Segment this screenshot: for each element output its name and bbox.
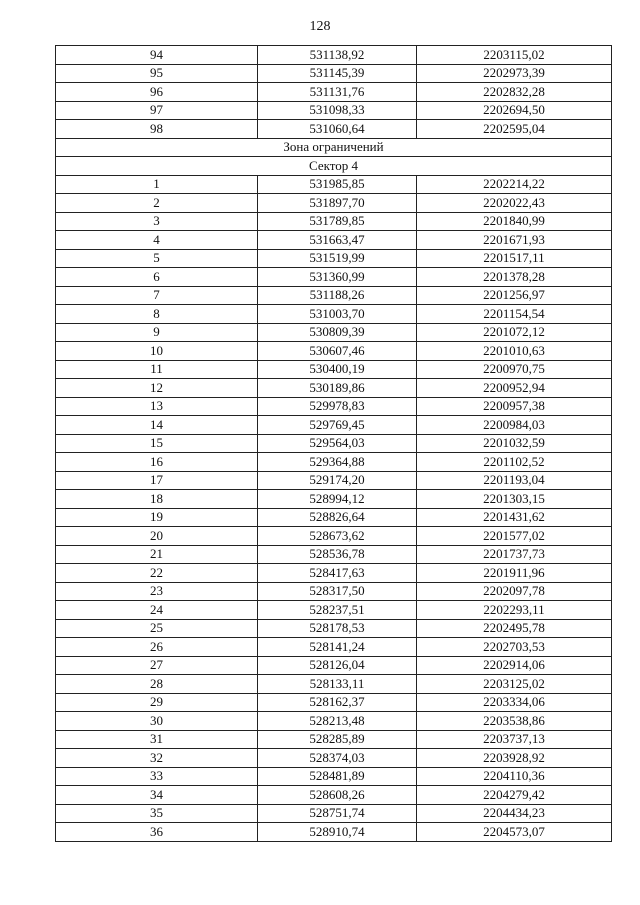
y-coordinate-cell: 2202495,78 — [417, 619, 612, 638]
x-coordinate-cell: 530400,19 — [258, 360, 417, 379]
table-row — [56, 212, 612, 231]
y-coordinate-cell: 2200984,03 — [417, 416, 612, 435]
x-coordinate-cell: 529769,45 — [258, 416, 417, 435]
y-coordinate-cell: 2203334,06 — [417, 693, 612, 712]
table-row — [56, 712, 612, 731]
y-coordinate-cell: 2201102,52 — [417, 453, 612, 472]
x-coordinate-cell: 528751,74 — [258, 804, 417, 823]
y-coordinate-cell: 2200970,75 — [417, 360, 612, 379]
table-row — [56, 823, 612, 842]
sector-title-row — [56, 157, 612, 176]
point-number-cell: 28 — [56, 675, 258, 694]
table-row — [56, 749, 612, 768]
table-row — [56, 360, 612, 379]
coordinates-table — [55, 45, 612, 842]
x-coordinate-cell: 528141,24 — [258, 638, 417, 657]
table-row — [56, 508, 612, 527]
y-coordinate-cell: 2202703,53 — [417, 638, 612, 657]
point-number-cell: 95 — [56, 64, 258, 83]
table-row — [56, 194, 612, 213]
x-coordinate-cell: 531519,99 — [258, 249, 417, 268]
table-row — [56, 120, 612, 139]
table-row — [56, 786, 612, 805]
table-row — [56, 490, 612, 509]
x-coordinate-cell: 529564,03 — [258, 434, 417, 453]
point-number-cell: 14 — [56, 416, 258, 435]
y-coordinate-cell: 2204110,36 — [417, 767, 612, 786]
table-row — [56, 638, 612, 657]
point-number-cell: 32 — [56, 749, 258, 768]
x-coordinate-cell: 528826,64 — [258, 508, 417, 527]
y-coordinate-cell: 2203115,02 — [417, 46, 612, 65]
point-number-cell: 16 — [56, 453, 258, 472]
x-coordinate-cell: 528285,89 — [258, 730, 417, 749]
y-coordinate-cell: 2201154,54 — [417, 305, 612, 324]
zone-title-row — [56, 138, 612, 157]
x-coordinate-cell: 529364,88 — [258, 453, 417, 472]
y-coordinate-cell: 2201193,04 — [417, 471, 612, 490]
point-number-cell: 13 — [56, 397, 258, 416]
y-coordinate-cell: 2201378,28 — [417, 268, 612, 287]
point-number-cell: 18 — [56, 490, 258, 509]
y-coordinate-cell: 2201032,59 — [417, 434, 612, 453]
y-coordinate-cell: 2203928,92 — [417, 749, 612, 768]
x-coordinate-cell: 528481,89 — [258, 767, 417, 786]
y-coordinate-cell: 2201256,97 — [417, 286, 612, 305]
table-row — [56, 564, 612, 583]
table-row — [56, 342, 612, 361]
page-number: 128 — [309, 19, 331, 34]
zone-title: Зона ограничений — [56, 138, 612, 157]
y-coordinate-cell: 2201671,93 — [417, 231, 612, 250]
y-coordinate-cell: 2201577,02 — [417, 527, 612, 546]
y-coordinate-cell: 2201517,11 — [417, 249, 612, 268]
table-row — [56, 527, 612, 546]
x-coordinate-cell: 530607,46 — [258, 342, 417, 361]
x-coordinate-cell: 531897,70 — [258, 194, 417, 213]
x-coordinate-cell: 528417,63 — [258, 564, 417, 583]
point-number-cell: 29 — [56, 693, 258, 712]
y-coordinate-cell: 2201840,99 — [417, 212, 612, 231]
point-number-cell: 27 — [56, 656, 258, 675]
y-coordinate-cell: 2202973,39 — [417, 64, 612, 83]
table-row — [56, 323, 612, 342]
x-coordinate-cell: 531985,85 — [258, 175, 417, 194]
x-coordinate-cell: 529174,20 — [258, 471, 417, 490]
x-coordinate-cell: 528178,53 — [258, 619, 417, 638]
y-coordinate-cell: 2201431,62 — [417, 508, 612, 527]
table-row — [56, 286, 612, 305]
y-coordinate-cell: 2204279,42 — [417, 786, 612, 805]
y-coordinate-cell: 2202214,22 — [417, 175, 612, 194]
y-coordinate-cell: 2202914,06 — [417, 656, 612, 675]
x-coordinate-cell: 531138,92 — [258, 46, 417, 65]
point-number-cell: 33 — [56, 767, 258, 786]
zone-section — [56, 138, 612, 175]
y-coordinate-cell: 2200952,94 — [417, 379, 612, 398]
x-coordinate-cell: 528133,11 — [258, 675, 417, 694]
point-number-cell: 19 — [56, 508, 258, 527]
table-row — [56, 101, 612, 120]
point-number-cell: 2 — [56, 194, 258, 213]
x-coordinate-cell: 528673,62 — [258, 527, 417, 546]
x-coordinate-cell: 531789,85 — [258, 212, 417, 231]
y-coordinate-cell: 2201072,12 — [417, 323, 612, 342]
y-coordinate-cell: 2200957,38 — [417, 397, 612, 416]
table-row — [56, 693, 612, 712]
point-number-cell: 11 — [56, 360, 258, 379]
y-coordinate-cell: 2203737,13 — [417, 730, 612, 749]
x-coordinate-cell: 528374,03 — [258, 749, 417, 768]
x-coordinate-cell: 528910,74 — [258, 823, 417, 842]
x-coordinate-cell: 528608,26 — [258, 786, 417, 805]
x-coordinate-cell: 531131,76 — [258, 83, 417, 102]
point-number-cell: 97 — [56, 101, 258, 120]
x-coordinate-cell: 531663,47 — [258, 231, 417, 250]
point-number-cell: 5 — [56, 249, 258, 268]
x-coordinate-cell: 528213,48 — [258, 712, 417, 731]
table-row — [56, 434, 612, 453]
point-number-cell: 94 — [56, 46, 258, 65]
point-number-cell: 1 — [56, 175, 258, 194]
point-number-cell: 31 — [56, 730, 258, 749]
point-number-cell: 8 — [56, 305, 258, 324]
table-row — [56, 268, 612, 287]
point-number-cell: 24 — [56, 601, 258, 620]
table-row — [56, 379, 612, 398]
point-number-cell: 35 — [56, 804, 258, 823]
x-coordinate-cell: 531360,99 — [258, 268, 417, 287]
x-coordinate-cell: 528126,04 — [258, 656, 417, 675]
y-coordinate-cell: 2201303,15 — [417, 490, 612, 509]
point-number-cell: 15 — [56, 434, 258, 453]
x-coordinate-cell: 528317,50 — [258, 582, 417, 601]
y-coordinate-cell: 2203538,86 — [417, 712, 612, 731]
y-coordinate-cell: 2202694,50 — [417, 101, 612, 120]
sector-rows-group — [56, 175, 612, 841]
table-row — [56, 249, 612, 268]
x-coordinate-cell: 530189,86 — [258, 379, 417, 398]
y-coordinate-cell: 2202832,28 — [417, 83, 612, 102]
sector-title: Сектор 4 — [56, 157, 612, 176]
y-coordinate-cell: 2202595,04 — [417, 120, 612, 139]
y-coordinate-cell: 2201911,96 — [417, 564, 612, 583]
point-number-cell: 12 — [56, 379, 258, 398]
table-row — [56, 46, 612, 65]
y-coordinate-cell: 2204434,23 — [417, 804, 612, 823]
point-number-cell: 7 — [56, 286, 258, 305]
table-row — [56, 767, 612, 786]
table-row — [56, 453, 612, 472]
x-coordinate-cell: 528237,51 — [258, 601, 417, 620]
x-coordinate-cell: 529978,83 — [258, 397, 417, 416]
point-number-cell: 20 — [56, 527, 258, 546]
table-row — [56, 397, 612, 416]
x-coordinate-cell: 531003,70 — [258, 305, 417, 324]
table-row — [56, 305, 612, 324]
point-number-cell: 26 — [56, 638, 258, 657]
table-row — [56, 601, 612, 620]
point-number-cell: 6 — [56, 268, 258, 287]
point-number-cell: 10 — [56, 342, 258, 361]
x-coordinate-cell: 531098,33 — [258, 101, 417, 120]
table-row — [56, 231, 612, 250]
point-number-cell: 17 — [56, 471, 258, 490]
point-number-cell: 21 — [56, 545, 258, 564]
point-number-cell: 34 — [56, 786, 258, 805]
table-row — [56, 545, 612, 564]
table-row — [56, 83, 612, 102]
x-coordinate-cell: 528994,12 — [258, 490, 417, 509]
y-coordinate-cell: 2201737,73 — [417, 545, 612, 564]
x-coordinate-cell: 530809,39 — [258, 323, 417, 342]
table-row — [56, 416, 612, 435]
point-number-cell: 3 — [56, 212, 258, 231]
y-coordinate-cell: 2203125,02 — [417, 675, 612, 694]
x-coordinate-cell: 528536,78 — [258, 545, 417, 564]
y-coordinate-cell: 2202293,11 — [417, 601, 612, 620]
x-coordinate-cell: 531145,39 — [258, 64, 417, 83]
point-number-cell: 22 — [56, 564, 258, 583]
table-row — [56, 656, 612, 675]
x-coordinate-cell: 531188,26 — [258, 286, 417, 305]
y-coordinate-cell: 2204573,07 — [417, 823, 612, 842]
point-number-cell: 98 — [56, 120, 258, 139]
x-coordinate-cell: 528162,37 — [258, 693, 417, 712]
y-coordinate-cell: 2202097,78 — [417, 582, 612, 601]
table-row — [56, 675, 612, 694]
y-coordinate-cell: 2202022,43 — [417, 194, 612, 213]
table-row — [56, 619, 612, 638]
point-number-cell: 23 — [56, 582, 258, 601]
table-row — [56, 175, 612, 194]
table-row — [56, 64, 612, 83]
table-row — [56, 730, 612, 749]
point-number-cell: 25 — [56, 619, 258, 638]
point-number-cell: 30 — [56, 712, 258, 731]
table-row — [56, 804, 612, 823]
top-rows-group — [56, 46, 612, 139]
point-number-cell: 96 — [56, 83, 258, 102]
y-coordinate-cell: 2201010,63 — [417, 342, 612, 361]
point-number-cell: 36 — [56, 823, 258, 842]
point-number-cell: 9 — [56, 323, 258, 342]
table-row — [56, 582, 612, 601]
table-row — [56, 471, 612, 490]
x-coordinate-cell: 531060,64 — [258, 120, 417, 139]
point-number-cell: 4 — [56, 231, 258, 250]
